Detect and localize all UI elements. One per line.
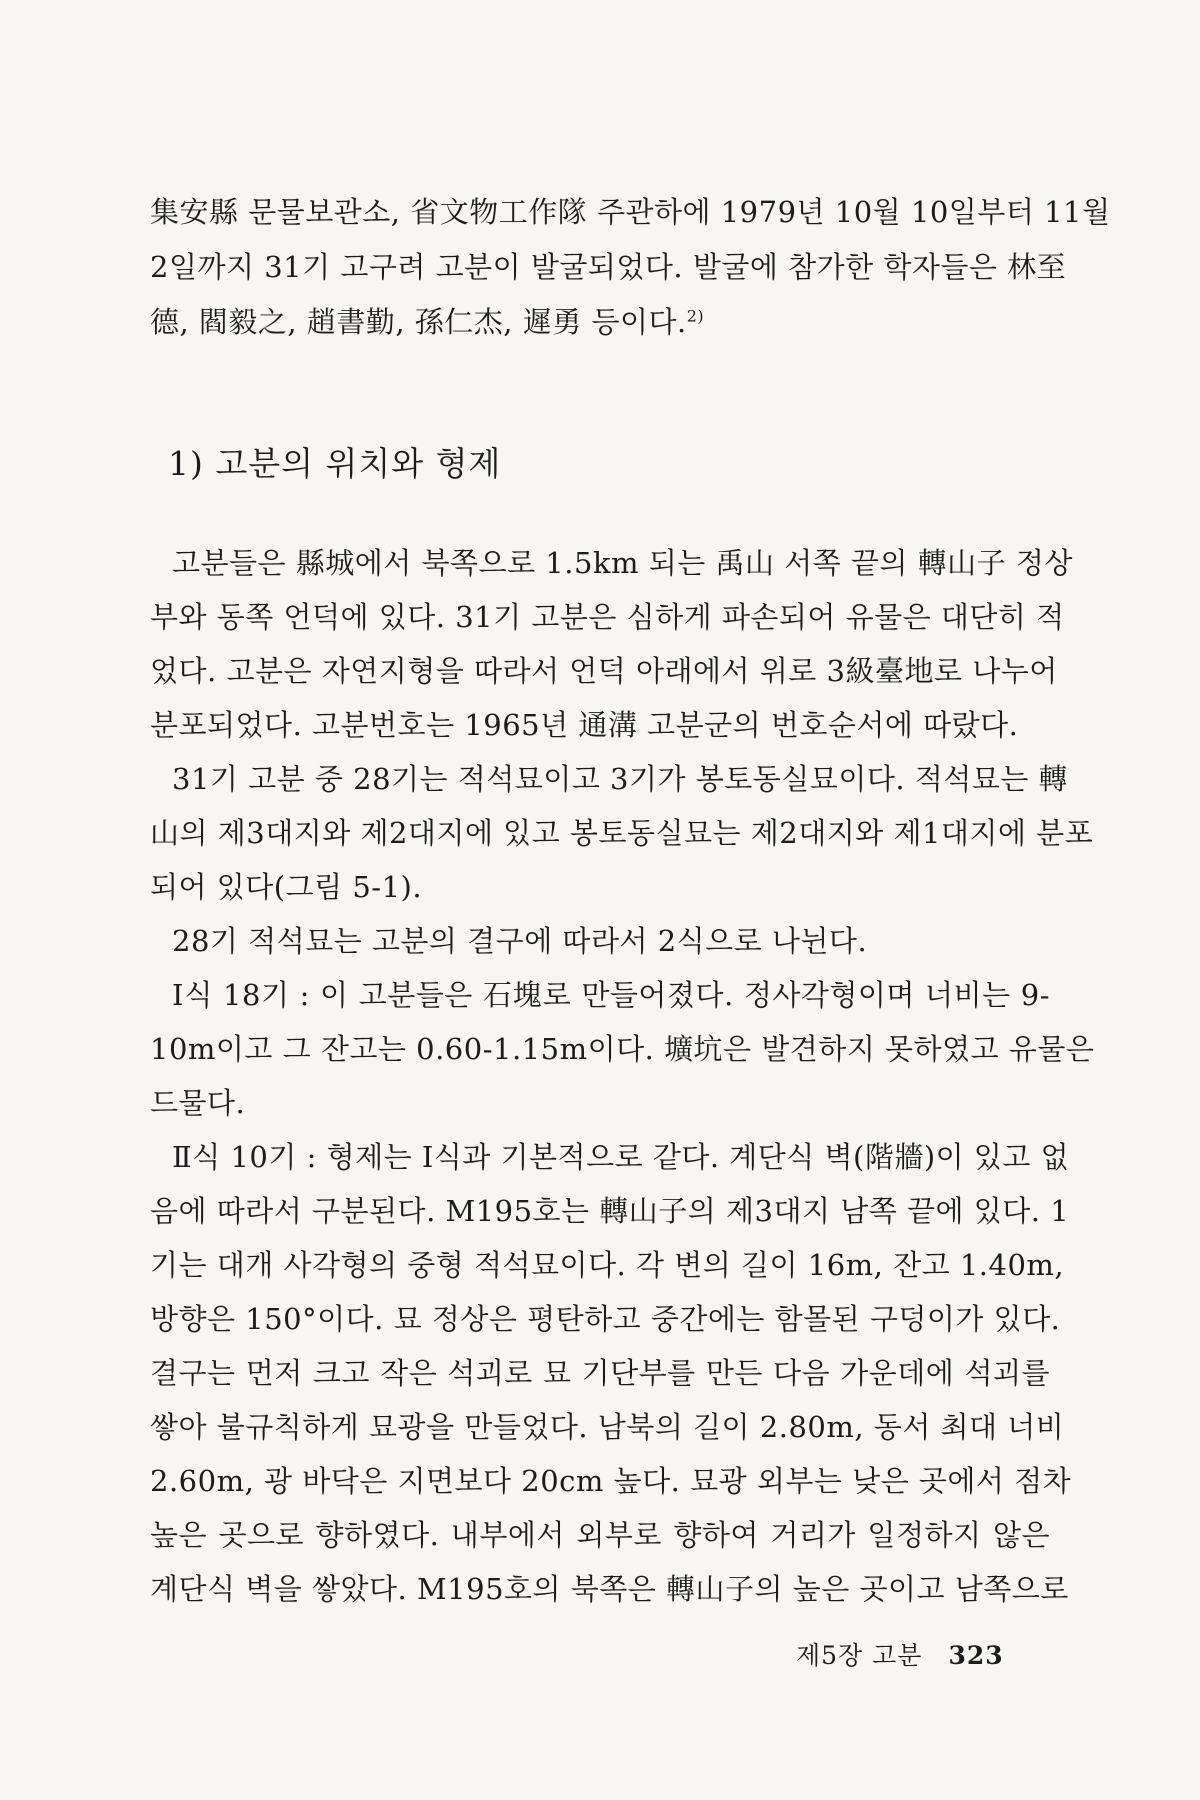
intro-line-1: 集安縣 문물보관소, 省文物工作隊 주관하에 1979년 10월 10일부터 11월: [150, 195, 1111, 229]
body-line: 2.60m, 광 바닥은 지면보다 20cm 높다. 묘광 외부는 낮은 곳에서 점차: [150, 1464, 1072, 1498]
body-line: 기는 대개 사각형의 중형 적석묘이다. 각 변의 길이 16m, 잔고 1.40m,: [150, 1248, 1065, 1282]
chapter-label: 제5장 고분: [796, 1641, 923, 1670]
intro-line-3: [150, 302, 1050, 342]
body-line: 부와 동쪽 언덕에 있다. 31기 고분은 심하게 파손되어 유물은 대단히 적: [150, 600, 1065, 634]
body-line: 山의 제3대지와 제2대지에 있고 봉토동실묘는 제2대지와 제1대지에 분포: [150, 816, 1094, 850]
body-line: 결구는 먼저 크고 작은 석괴로 묘 기단부를 만든 다음 가운데에 석괴를: [150, 1356, 1050, 1390]
body-line: 31기 고분 중 28기는 적석묘이고 3기가 봉토동실묘이다. 적석묘는 轉: [172, 762, 1069, 796]
body-line: 었다. 고분은 자연지형을 따라서 언덕 아래에서 위로 3級臺地로 나누어: [150, 654, 1058, 688]
body-line: 28기 적석묘는 고분의 결구에 따라서 2식으로 나뉜다.: [172, 924, 868, 958]
body-line: Ⅱ식 10기 : 형제는 Ⅰ식과 기본적으로 같다. 계단식 벽(階牆)이 있고 없: [172, 1140, 1070, 1174]
body-line: 음에 따라서 구분된다. M195호는 轉山子의 제3대지 남쪽 끝에 있다. 1: [150, 1194, 1070, 1228]
body-line: 분포되었다. 고분번호는 1965년 通溝 고분군의 번호순서에 따랐다.: [150, 708, 1019, 742]
section-heading: 1) 고분의 위치와 형제: [168, 444, 502, 483]
body-line: 되어 있다(그림 5-1).: [150, 870, 423, 904]
body-line: 고분들은 縣城에서 북쪽으로 1.5km 되는 禹山 서쪽 끝의 轉山子 정상: [172, 546, 1073, 580]
body-line: 높은 곳으로 향하였다. 내부에서 외부로 향하여 거리가 일정하지 않은: [150, 1518, 1050, 1552]
body-line: 드물다.: [150, 1086, 246, 1120]
body-line: 10m이고 그 잔고는 0.60-1.15m이다. 壙坑은 발견하지 못하였고 유물은: [150, 1032, 1095, 1066]
page-number: 323: [948, 1641, 1004, 1670]
body-line: 쌓아 불규칙하게 묘광을 만들었다. 남북의 길이 2.80m, 동서 최대 너비: [150, 1410, 1065, 1444]
body-line: Ⅰ식 18기 : 이 고분들은 石塊로 만들어졌다. 정사각형이며 너비는 9-: [172, 978, 1050, 1012]
body-line: 방향은 150°이다. 묘 정상은 평탄하고 중간에는 함몰된 구덩이가 있다.: [150, 1302, 1061, 1336]
body-line: 계단식 벽을 쌓았다. M195호의 북쪽은 轉山子의 높은 곳이고 남쪽으로: [150, 1572, 1069, 1606]
page-footer: [796, 1640, 1004, 1672]
footnote-marker: 2): [686, 306, 705, 326]
intro-line-3-text: 德, 閻毅之, 趙書勤, 孫仁杰, 遲勇 등이다.: [150, 305, 687, 339]
intro-line-2: 2일까지 31기 고구려 고분이 발굴되었다. 발굴에 참가한 학자들은 林至: [150, 250, 1067, 284]
